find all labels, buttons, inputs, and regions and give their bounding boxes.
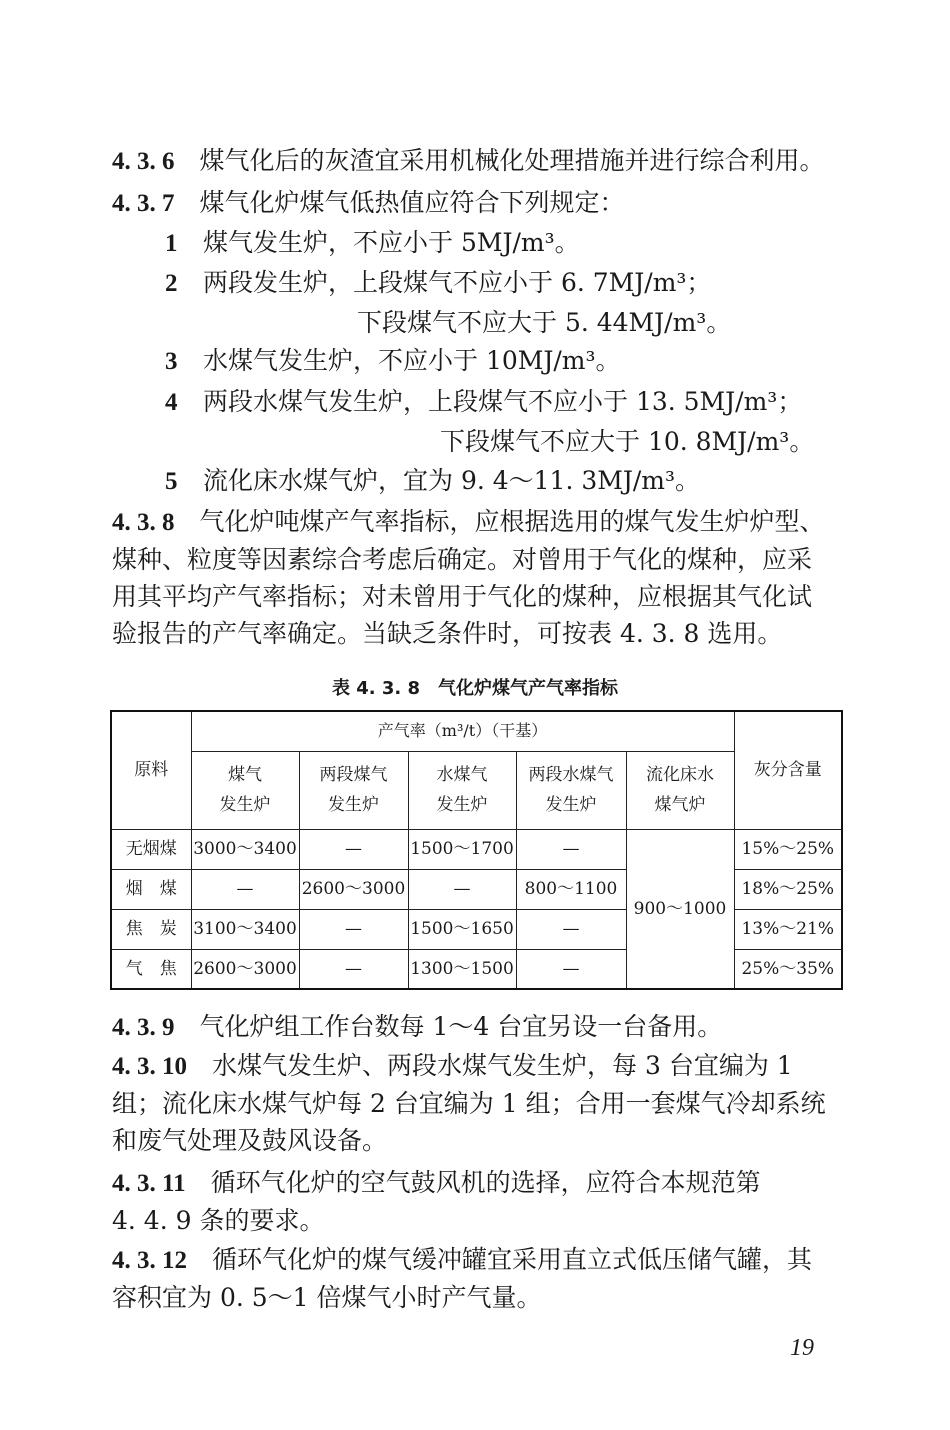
header-material: 原料 bbox=[111, 711, 191, 829]
list-item-continuation: 下段煤气不应大于 10. 8MJ/m³。 bbox=[440, 427, 815, 456]
cell-value: 1500～1650 bbox=[408, 909, 516, 949]
item-number: 1 bbox=[165, 230, 178, 257]
cell-ash: 18%～25% bbox=[734, 869, 842, 909]
clause-line: 容积宜为 0. 5～1 倍煤气小时产气量。 bbox=[112, 1283, 542, 1312]
clause-4-3-6 bbox=[112, 143, 825, 180]
col-head bbox=[516, 751, 626, 829]
item-number: 4 bbox=[165, 389, 178, 416]
item-text: 流化床水煤气炉，宜为 9. 4～11. 3MJ/m³。 bbox=[203, 466, 701, 495]
list-item bbox=[165, 343, 621, 380]
cell-value: — bbox=[299, 909, 408, 949]
col-head bbox=[408, 751, 516, 829]
cell-value: 1500～1700 bbox=[408, 829, 516, 869]
clause-text: 循环气化炉的空气鼓风机的选择，应符合本规范第 bbox=[210, 1168, 761, 1197]
col-head-line: 发生炉 bbox=[219, 795, 271, 815]
col-head-line: 煤气炉 bbox=[654, 795, 706, 815]
item-number: 5 bbox=[165, 468, 178, 495]
clause-text: 循环气化炉的煤气缓冲罐宜采用直立式低压储气罐，其 bbox=[212, 1245, 813, 1274]
header-ash: 灰分含量 bbox=[734, 711, 842, 829]
cell-value: — bbox=[516, 949, 626, 989]
col-head bbox=[299, 751, 408, 829]
clause-line: 用其平均产气率指标；对未曾用于气化的煤种，应根据其气化试 bbox=[112, 582, 813, 611]
header-yield-group bbox=[191, 711, 734, 751]
table-caption: 表 4. 3. 8 气化炉煤气产气率指标 bbox=[331, 678, 619, 699]
cell-value: — bbox=[516, 829, 626, 869]
clause-line: 验报告的产气率确定。当缺乏条件时，可按表 4. 3. 8 选用。 bbox=[112, 619, 783, 648]
clause-text: 煤气化后的灰渣宜采用机械化处理措施并进行综合利用。 bbox=[199, 146, 825, 175]
clause-number: 4. 3. 11 bbox=[112, 1170, 186, 1197]
list-item bbox=[165, 384, 802, 421]
clause-number: 4. 3. 9 bbox=[112, 1014, 175, 1041]
clause-4-3-10 bbox=[112, 1047, 840, 1159]
cell-value: 2600～3000 bbox=[191, 949, 299, 989]
col-head-line: 流化床水 bbox=[646, 765, 715, 785]
clause-line: 组；流化床水煤气炉每 2 台宜编为 1 组；合用一套煤气冷却系统 bbox=[112, 1089, 826, 1118]
table-row bbox=[111, 829, 842, 869]
list-item bbox=[165, 463, 700, 500]
cell-ash: 13%～21% bbox=[734, 909, 842, 949]
clause-number: 4. 3. 7 bbox=[112, 190, 175, 217]
cell-material: 烟 煤 bbox=[111, 869, 191, 909]
cell-fluidized-value: 900～1000 bbox=[626, 829, 734, 989]
clause-number: 4. 3. 12 bbox=[112, 1247, 187, 1274]
col-head-line: 两段水煤气 bbox=[528, 765, 614, 785]
clause-4-3-11 bbox=[112, 1164, 840, 1239]
clause-line: 和废气处理及鼓风设备。 bbox=[112, 1126, 388, 1155]
item-number: 3 bbox=[165, 348, 178, 375]
list-item-continuation: 下段煤气不应大于 5. 44MJ/m³。 bbox=[357, 308, 732, 337]
item-text: 两段水煤气发生炉，上段煤气不应小于 13. 5MJ/m³； bbox=[203, 387, 803, 416]
clause-line: 4. 4. 9 条的要求。 bbox=[112, 1206, 325, 1235]
clause-4-3-9 bbox=[112, 1009, 722, 1046]
item-text: 两段发生炉，上段煤气不应小于 6. 7MJ/m³； bbox=[203, 268, 712, 297]
cell-value: 3100～3400 bbox=[191, 909, 299, 949]
clause-line bbox=[112, 1241, 840, 1279]
clause-4-3-12 bbox=[112, 1241, 840, 1316]
cell-material: 焦 炭 bbox=[111, 909, 191, 949]
col-head-line: 发生炉 bbox=[328, 795, 379, 815]
col-head bbox=[191, 751, 299, 829]
col-head-line: 发生炉 bbox=[436, 795, 488, 815]
clause-text: 煤气化炉煤气低热值应符合下列规定： bbox=[199, 188, 625, 217]
page-number: 19 bbox=[790, 1335, 814, 1361]
clause-text: 气化炉组工作台数每 1～4 台宜另设一台备用。 bbox=[199, 1012, 723, 1041]
cell-value: 2600～3000 bbox=[299, 869, 408, 909]
clause-number: 4. 3. 8 bbox=[112, 509, 175, 536]
clause-text: 气化炉吨煤产气率指标，应根据选用的煤气发生炉炉型、 bbox=[199, 507, 825, 536]
cell-value: — bbox=[299, 949, 408, 989]
clause-number: 4. 3. 10 bbox=[112, 1053, 187, 1080]
cell-value: — bbox=[516, 909, 626, 949]
col-head-line: 煤气 bbox=[228, 765, 262, 785]
clause-line bbox=[112, 503, 840, 541]
clause-line bbox=[112, 1047, 840, 1085]
cell-value: 800～1100 bbox=[516, 869, 626, 909]
cell-material: 无烟煤 bbox=[111, 829, 191, 869]
col-head bbox=[626, 751, 734, 829]
cell-value: — bbox=[408, 869, 516, 909]
clause-text: 水煤气发生炉、两段水煤气发生炉，每 3 台宜编为 1 bbox=[212, 1051, 793, 1080]
clause-4-3-7 bbox=[112, 185, 625, 222]
clause-line bbox=[112, 1164, 840, 1202]
cell-ash: 25%～35% bbox=[734, 949, 842, 989]
item-number: 2 bbox=[165, 270, 178, 297]
clause-4-3-8 bbox=[112, 503, 840, 652]
cell-value: 3000～3400 bbox=[191, 829, 299, 869]
cell-ash: 15%～25% bbox=[734, 829, 842, 869]
col-head-line: 两段煤气 bbox=[319, 765, 388, 785]
clause-number: 4. 3. 6 bbox=[112, 148, 175, 175]
col-head-line: 水煤气 bbox=[436, 765, 488, 785]
cell-material: 气 焦 bbox=[111, 949, 191, 989]
header-yield-label: 产气率（m³/t）（干基） bbox=[377, 721, 548, 741]
cell-value: — bbox=[299, 829, 408, 869]
gas-yield-table bbox=[110, 710, 843, 990]
col-head-line: 发生炉 bbox=[545, 795, 597, 815]
item-text: 煤气发生炉，不应小于 5MJ/m³。 bbox=[203, 228, 580, 257]
cell-value: 1300～1500 bbox=[408, 949, 516, 989]
cell-value: — bbox=[191, 869, 299, 909]
list-item bbox=[165, 225, 580, 262]
item-text: 水煤气发生炉，不应小于 10MJ/m³。 bbox=[203, 346, 621, 375]
clause-line: 煤种、粒度等因素综合考虑后确定。对曾用于气化的煤种，应采 bbox=[112, 545, 813, 574]
list-item bbox=[165, 265, 711, 302]
